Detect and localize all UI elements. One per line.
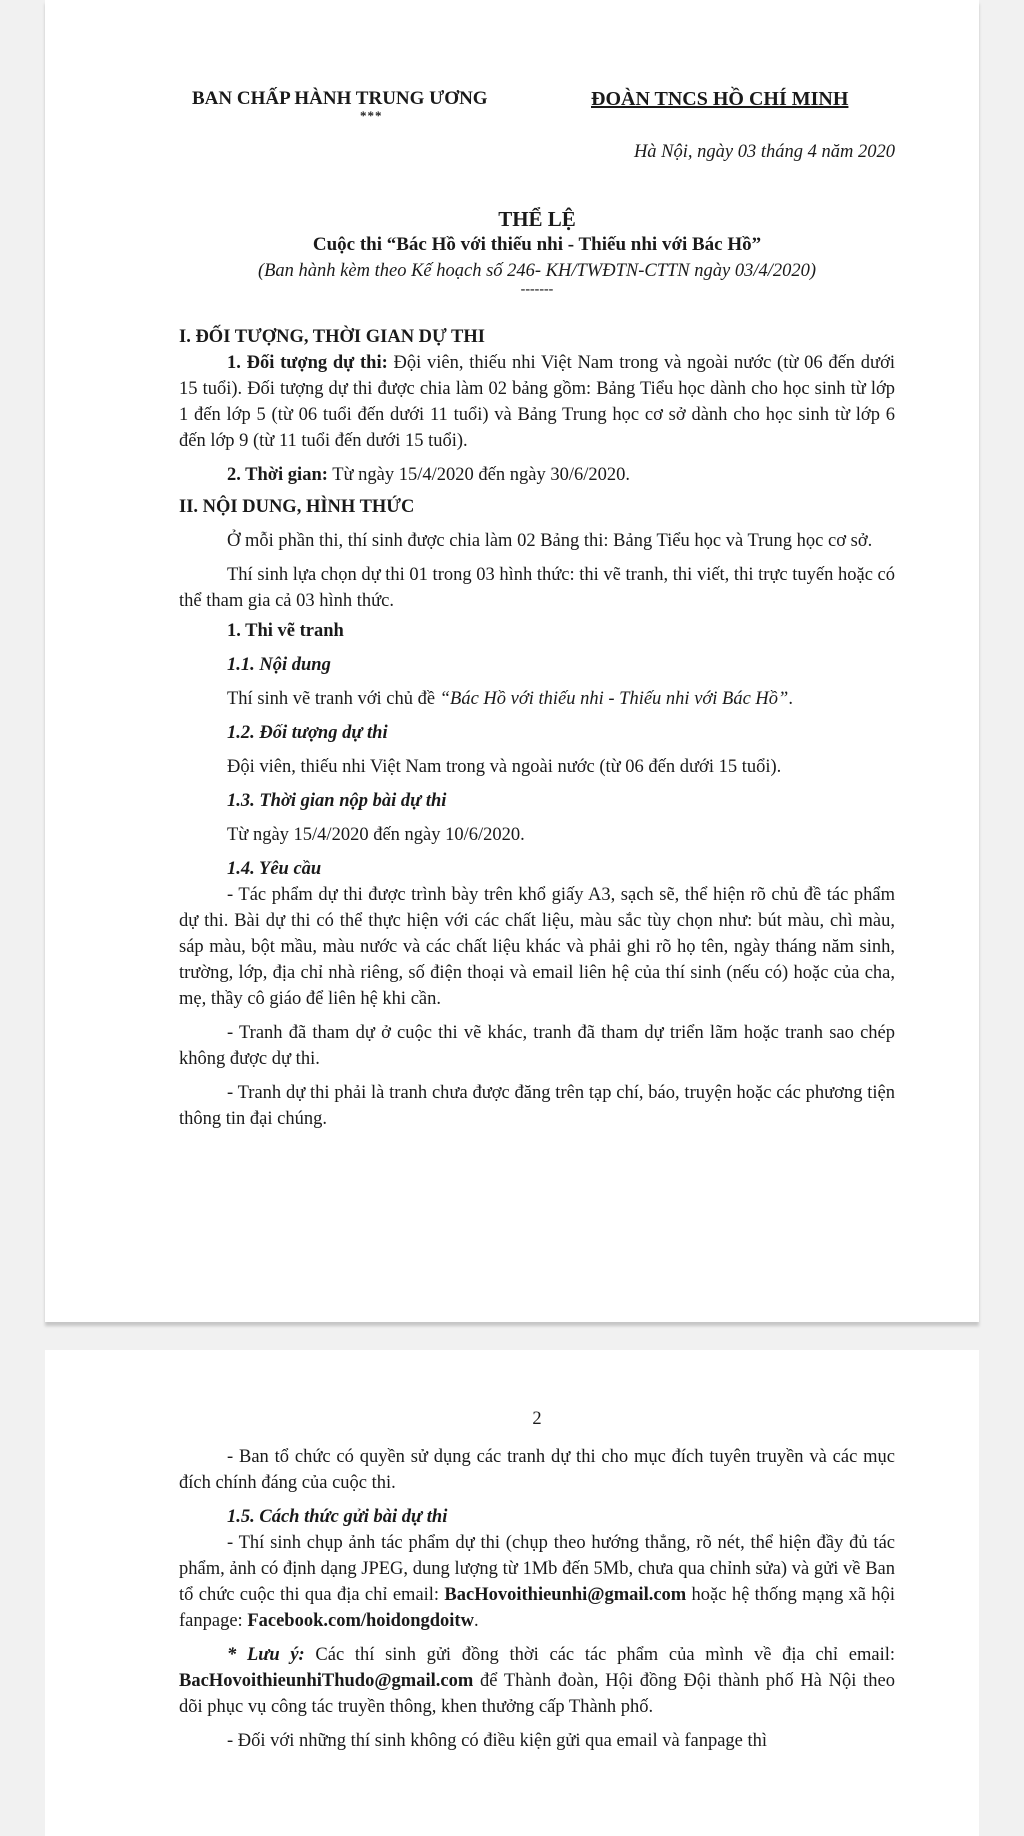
note-paragraph (179, 1642, 895, 1720)
s11-theme: “Bác Hồ với thiếu nhi - Thiếu nhi với Bác Hồ” (439, 689, 789, 709)
s15-end: . (473, 1611, 479, 1631)
section-1-p1-text: Đội viên, thiếu nhi Việt Nam trong và ngoài nước (từ 06 đến dưới 15 tuổi). Đối tượng dự thi được chia làm 02 bảng gồm: Bảng Tiểu học dành cho học sinh từ lớp 1 đến lớp 5 (từ 06 tuổi đến dưới 11 tuổi) và Bảng Trung học cơ sở dành cho học sinh từ lớp 6 đến lớp 9 (từ 11 tuổi đến dưới 15 tuổi). (179, 353, 895, 451)
section-1-p2-label: 2. Thời gian: (227, 465, 328, 485)
s15-paragraph-1 (179, 1530, 895, 1634)
section-2-paragraph-2: Thí sinh lựa chọn dự thi 01 trong 03 hình thức: thi vẽ tranh, thi viết, thi trực tuyến hoặc có thể tham gia cả 03 hình thức. (179, 565, 895, 611)
issued-note: (Ban hành kèm theo Kế hoạch số 246- KH/TWĐTN-CTTN ngày 03/4/2020) (257, 261, 817, 281)
s11-heading: 1.1. Nội dung (227, 655, 331, 675)
page-number: 2 (532, 1409, 542, 1429)
drawing-heading: 1. Thi vẽ tranh (227, 621, 344, 641)
section-1-p1-label: 1. Đối tượng dự thi: (227, 353, 388, 373)
s13-heading: 1.3. Thời gian nộp bài dự thi (227, 791, 447, 811)
hanoi-email-link[interactable]: BacHovoithieunhiThudo@gmail.com (179, 1671, 474, 1691)
note-label: * Lưu ý: (227, 1645, 305, 1665)
note-text-2: để Thành đoàn, Hội đồng Đội thành phố Hà Nội theo dõi phục vụ công tác truyền thông, khen thưởng cấp Thành phố. (179, 1671, 895, 1717)
issue-date: Hà Nội, ngày 03 tháng 4 năm 2020 (633, 142, 895, 162)
fanpage-link[interactable]: Facebook.com/hoidongdoitw (247, 1611, 474, 1631)
section-1-p2-text: Từ ngày 15/4/2020 đến ngày 30/6/2020. (327, 465, 630, 485)
s12-paragraph: Đội viên, thiếu nhi Việt Nam trong và ngoài nước (từ 06 đến dưới 15 tuổi). (227, 757, 782, 777)
s14-paragraph-2: - Tranh đã tham dự ở cuộc thi vẽ khác, tranh đã tham dự triển lãm hoặc tranh sao chép không được dự thi. (179, 1023, 895, 1069)
section-2-heading: II. NỘI DUNG, HÌNH THỨC (179, 497, 415, 517)
contest-name: Cuộc thi “Bác Hồ với thiếu nhi - Thiếu nhi với Bác Hồ” (312, 234, 762, 255)
title-divider: ------- (520, 282, 554, 297)
section-1-paragraph-1 (179, 350, 895, 454)
s11-end: . (788, 689, 793, 709)
document-title: THỂ LỆ (498, 207, 576, 231)
s14-paragraph-3: - Tranh dự thi phải là tranh chưa được đăng trên tạp chí, báo, truyện hoặc các phương tiện thông tin đại chúng. (179, 1083, 895, 1129)
s14-heading: 1.4. Yêu cầu (227, 859, 322, 879)
document-page-2 (45, 1350, 979, 1836)
note-text-1: Các thí sinh gửi đồng thời các tác phẩm của mình về địa chỉ email: (304, 1645, 895, 1665)
section-2-paragraph-1: Ở mỗi phần thi, thí sinh được chia làm 02 Bảng thi: Bảng Tiểu học và Trung học cơ sở. (227, 531, 873, 551)
page2-last-line: - Đối với những thí sinh không có điều kiện gửi qua email và fanpage thì (227, 1731, 768, 1751)
document-header (45, 0, 979, 162)
section-1-paragraph-2 (179, 462, 895, 488)
section-1-heading: I. ĐỐI TƯỢNG, THỜI GIAN DỰ THI (179, 327, 485, 347)
contest-email-link[interactable]: BacHovoithieunhi@gmail.com (444, 1585, 687, 1605)
s11-paragraph (179, 686, 895, 712)
page2-paragraph-1: - Ban tổ chức có quyền sử dụng các tranh dự thi cho mục đích tuyên truyền và các mục đích chính đáng của cuộc thi. (179, 1447, 895, 1493)
s14-paragraph-1: - Tác phẩm dự thi được trình bày trên khổ giấy A3, sạch sẽ, thể hiện rõ chủ đề tác phẩm dự thi. Bài dự thi có thể thực hiện với các chất liệu, màu sắc tùy chọn như: bút màu, chì màu, sáp màu, bột mầu, màu nước và các chất liệu khác và phải ghi rõ họ tên, ngày tháng năm sinh, trường, lớp, địa chỉ nhà riêng, số điện thoại và email liên hệ của thí sinh (nếu có) hoặc của cha, mẹ, thầy cô giáo để liên hệ khi cần. (179, 885, 895, 1009)
s15-mid: hoặc hệ thống mạng xã hội fanpage: (179, 1585, 895, 1631)
document-page-1 (45, 0, 979, 1322)
s15-text: - Thí sinh chụp ảnh tác phẩm dự thi (chụp theo hướng thẳng, rõ nét, thể hiện đầy đủ tác phẩm, ảnh có định dạng JPEG, dung lượng từ 1Mb đến 5Mb, chưa qua chỉnh sửa) và gửi về Ban tổ chức cuộc thi qua địa chỉ email: (179, 1533, 895, 1605)
s15-heading: 1.5. Cách thức gửi bài dự thi (227, 1507, 448, 1527)
s13-paragraph: Từ ngày 15/4/2020 đến ngày 10/6/2020. (227, 825, 525, 845)
s11-text: Thí sinh vẽ tranh với chủ đề (227, 689, 440, 709)
issuer-stars: *** (360, 108, 383, 123)
issuer-left: BAN CHẤP HÀNH TRUNG ƯƠNG (192, 88, 488, 109)
issuer-right: ĐOÀN TNCS HỒ CHÍ MINH (591, 88, 849, 110)
s12-heading: 1.2. Đối tượng dự thi (227, 723, 388, 743)
